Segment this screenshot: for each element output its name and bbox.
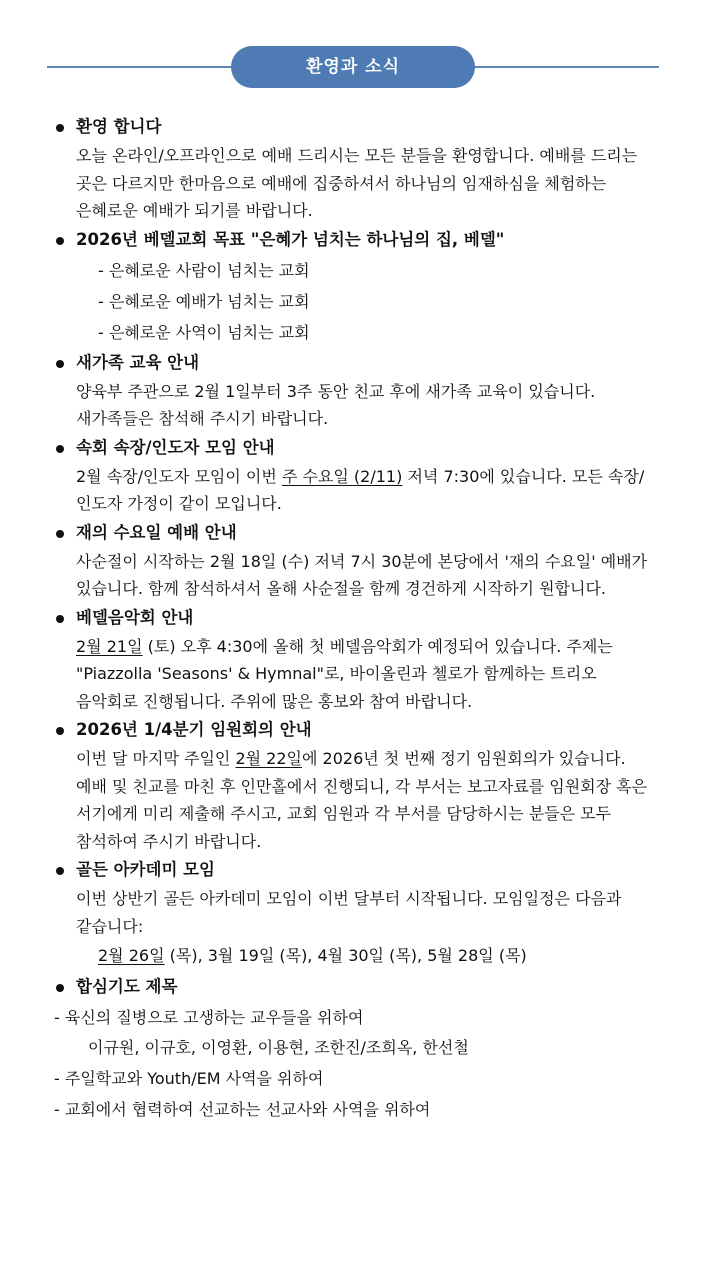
highlighted-date: 2월 26일 [98,946,165,965]
bullet-icon [56,237,64,245]
announcement-cell-leaders [52,433,652,518]
announcement-body [76,745,652,855]
announcement-welcome [52,112,652,225]
bullet-icon [56,984,64,992]
announcement-board-meeting [52,715,652,855]
bullet-icon [56,867,64,875]
body-text: 에 2026년 첫 번째 정기 임원회의가 있습니다. 예배 및 친교를 마친 후 인만홀에서 진행되니, 각 부서는 보고자료를 임원회장 혹은 서기에게 미리 제출해 주시고, 교회 임원과 각 부서를 담당하시는 분들은 모두 참석하여 주시기 바랍니다. [76,749,648,851]
highlighted-date: 주 수요일 (2/11) [281,466,403,486]
body-text: 2월 속장/인도자 모임이 이번 [76,466,282,486]
announcement-church-goal [52,225,652,348]
announcement-body: 오늘 온라인/오프라인으로 예배 드리시는 모든 분들을 환영합니다. 예배를 드리는 곳은 다르지만 한마음으로 예배에 집중하셔서 하나님의 임재하심을 체험하는 은혜로운 예배가 되기를 바랍니다. [76,146,638,220]
announcement-golden-academy [52,855,652,972]
announcements-list [52,112,652,1125]
announcement-title: 재의 수요일 예배 안내 [76,522,237,542]
bullet-icon [56,360,64,368]
body-text: 저녁 7:30에 있습니다. 모든 속장/인도자 가정이 같이 모입니다. [76,466,645,513]
announcement-body: 양육부 주관으로 2월 1일부터 3주 동안 친교 후에 새가족 교육이 있습니다. 새가족들은 참석해 주시기 바랍니다. [76,381,596,428]
announcement-title: 새가족 교육 안내 [76,352,200,372]
announcement-body [76,633,652,716]
bullet-icon [56,615,64,623]
announcement-prayer-topics [52,972,652,1125]
announcement-title: 2026년 베델교회 목표 "은혜가 넘치는 하나님의 집, 베델" [76,229,505,249]
body-text: 이번 달 마지막 주일인 [76,749,236,768]
prayer-topic: - 주일학교와 Youth/EM 사역을 위하여 [54,1069,324,1088]
announcement-title: 골든 아카데미 모임 [76,860,216,879]
announcement-title: 합심기도 제목 [76,977,178,996]
announcement-new-family [52,348,652,433]
body-text: (목), 3월 19일 (목), 4월 30일 (목), 5월 28일 (목) [164,946,527,965]
prayer-topic: - 교회에서 협력하여 선교하는 선교사와 사역을 위하여 [54,1100,431,1119]
goal-item: - 은혜로운 사역이 넘치는 교회 [98,322,310,342]
announcement-body [76,463,652,518]
announcement-body: 이번 상반기 골든 아카데미 모임이 이번 달부터 시작됩니다. 모임일정은 다음과 같습니다: [76,889,622,936]
announcement-title: 2026년 1/4분기 임원회의 안내 [76,720,312,739]
bullet-icon [56,445,64,453]
goal-item: - 은혜로운 예배가 넘치는 교회 [98,291,310,311]
prayer-names: 이규원, 이규호, 이영환, 이용현, 조한진/조희옥, 한선철 [88,1038,469,1057]
announcement-title: 베델음악회 안내 [76,607,194,627]
announcement-ash-wednesday [52,518,652,603]
bullet-icon [56,124,64,132]
announcement-title: 속회 속장/인도자 모임 안내 [76,437,275,457]
prayer-topic: - 육신의 질병으로 고생하는 교우들을 위하여 [54,1008,364,1027]
bullet-icon [56,530,64,538]
highlighted-date: 2월 21일 [76,636,143,656]
goal-item: - 은혜로운 사람이 넘치는 교회 [98,260,310,280]
announcement-title: 환영 합니다 [76,117,162,136]
schedule-dates [76,940,652,972]
section-header [0,46,704,88]
highlighted-date: 2월 22일 [235,749,302,768]
section-title: 환영과 소식 [231,46,475,88]
announcement-body: 사순절이 시작하는 2월 18일 (수) 저녁 7시 30분에 본당에서 '재의 수요일' 예배가 있습니다. 함께 참석하셔서 올해 사순절을 함께 경건하게 시작하기 원합니다. [76,551,648,598]
body-text: (토) 오후 4:30에 올해 첫 베델음악회가 예정되어 있습니다. 주제는 "Piazzolla 'Seasons' & Hymnal"로, 바이올린과 첼로가 함께하는 트리오 음악회로 진행됩니다. 주위에 많은 홍보와 참여 바랍니다. [76,636,613,711]
bullet-icon [56,727,64,735]
announcement-concert [52,603,652,716]
